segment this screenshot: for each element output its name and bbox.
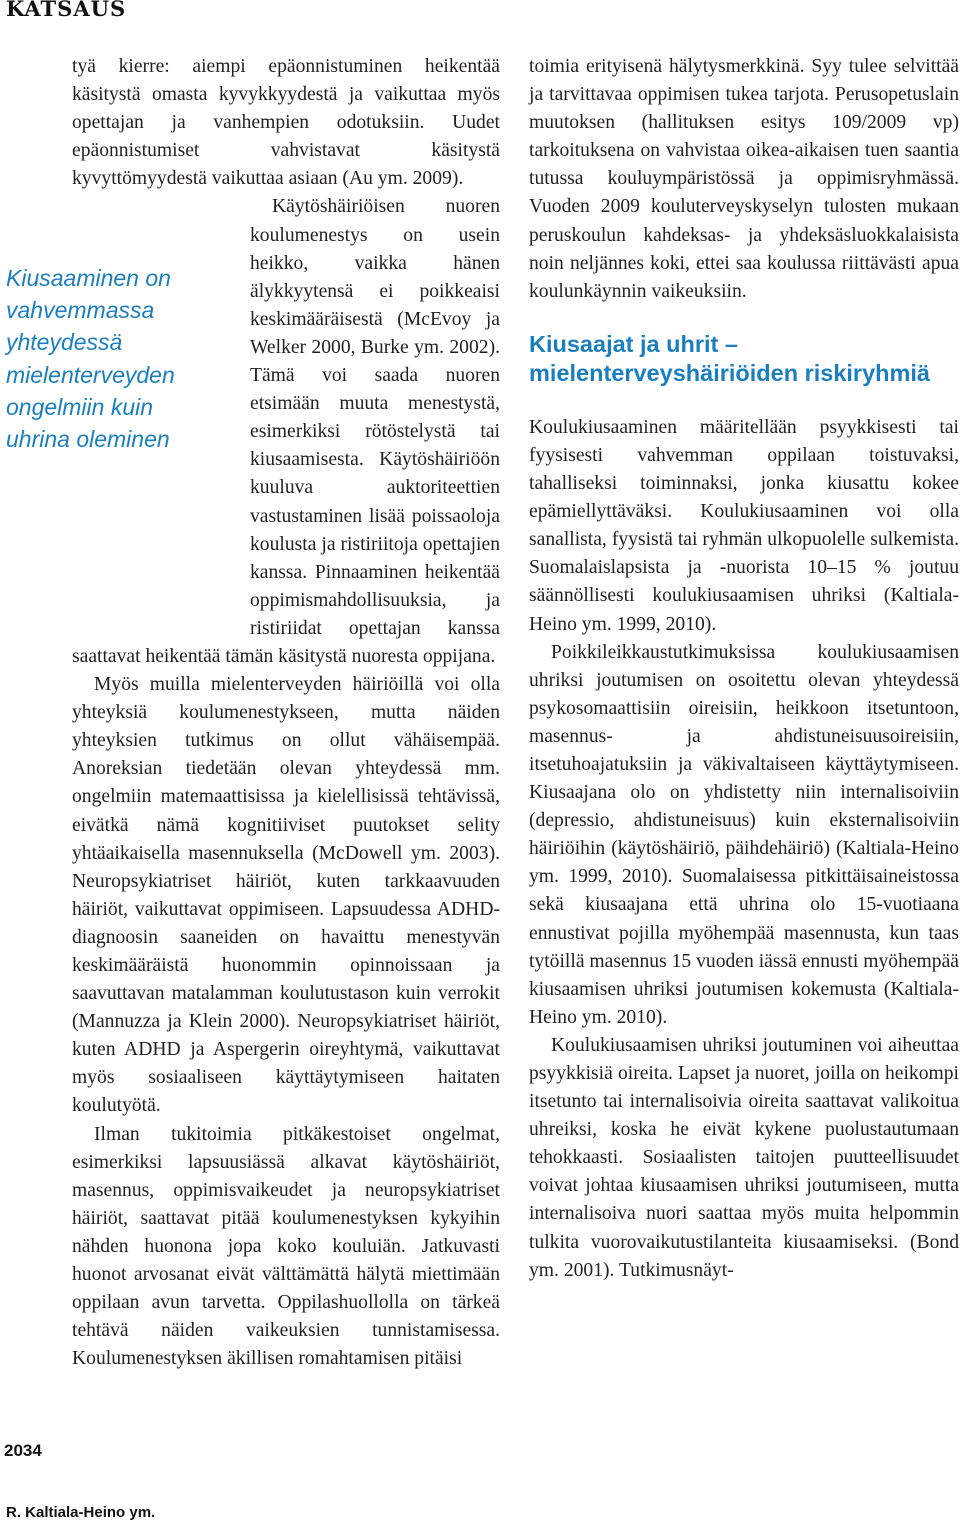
paragraph: Poikkileikkaustutkimuksissa koulukiusaamisen uhriksi joutumisen on osoitettu olevan yhteydessä psykosomaattisiin oireisiin, heikkoon itsetuntoon, masennus- ja ahdistuneisuusoireisiin, itsetuhoajatuksiin ja väkivaltaiseen käyttäytymiseen. Kiusaajana olo on yhdistetty niin internalisoiviin (depressio, ahdistuneisuus) kuin eksternalisoiviin häiriöihin (käytöshäiriö, päihdehäiriö) (Kaltiala-Heino ym. 1999, 2010). Suomalaisessa pitkittäisaineistossa sekä kiusaajana että uhrina olo 15-vuotiaana ennustivat pojilla myöhempää masennusta, kun taas tytöillä masennus 15 vuoden iässä ennusti myöhempää kiusaamisen uhriksi joutumisen kokemusta (Kaltiala-Heino ym. 2010). (529, 641, 959, 1028)
paragraph: toimia erityisenä hälytysmerkkinä. Syy tulee selvittää ja tarvittavaa oppimisen tukea tarjota. Perusopetuslain muutoksen (hallituksen esitys 109/2009 vp) tarkoituksena on vahvistaa oikea-aikaisen tuen saantia tutussa kouluympäristössä ja oppimisryhmässä. Vuoden 2009 kouluterveyskyselyn tulosten mukaan peruskoulun kahdeksas- ja yhdeksäsluokkalaisista noin neljännes koki, ettei saa koulussa riittävästi apua koulunkäynnin vaikeuksiin. (529, 56, 959, 302)
text-column-left (72, 53, 500, 1373)
page-number: 2034 (4, 1441, 42, 1460)
section-subheading: Kiusaajat ja uhrit – mielenterveyshäiriöiden riskiryhmiä (529, 330, 930, 386)
section-label: KATSAUS (6, 0, 127, 21)
paragraph: Ilman tukitoimia pitkäkestoiset ongelmat, esimerkiksi lapsuusiässä alkavat käytöshäiriöt, masennus, oppimisvaikeudet ja neuropsykiatriset häiriöt, saattavat pitää koulumenestyksen kykyihin nähden huonona jopa koko kouluiän. Jatkuvasti huonot arvosanat eivät välttämättä hälytä miettimään oppilaan avun tarvetta. Oppilashuollolla on tärkeä tehtävä näiden vaikeuksien tunnistamisessa. Koulumenestyksen äkillisen romahtamisen pitäisi (72, 1123, 500, 1370)
pull-quote: Kiusaaminen on vahvemmassa yhteydessä mielenterveyden ongelmiin kuin uhrina oleminen (6, 265, 175, 453)
pull-quote-space (70, 193, 250, 618)
paragraph: Myös muilla mielenterveyden häiriöillä voi olla yhteyksiä koulumenestykseen, mutta näiden yhteyksien tutkimus on ollut vähäisempää. Anoreksian tiedetään olevan yhteydessä mm. ongelmiin matemaattisissa ja kielellisissä tehtävissä, eivätkä nämä kognitiiviset puutokset selity yhtäaikaisella masennuksella (McDowell ym. 2003). Neuropsykiatriset häiriöt, kuten tarkkaavuuden häiriöt, vaikuttavat oppimiseen. Lapsuudessa ADHD-diagnoosin saaneiden on havaittu menestyvän keskimääräistä huonommin opinnoissaan ja saavuttavan matalamman koulutustason kuin verrokit (Mannuzza ja Klein 2000). Neuropsykiatriset häiriöt, kuten ADHD ja Aspergerin oireyhtymä, vaikuttavat myös sosiaaliseen käyttäytymiseen haitaten koulutyötä. (72, 674, 500, 1117)
footer-author: R. Kaltiala-Heino ym. (6, 1504, 156, 1521)
paragraph: Koulukiusaaminen määritellään psyykkisesti tai fyysisesti vahvemman oppilaan toistuvaksi, tahalliseksi toiminnaksi, jonka kiusattu kokee epämiellyttäväksi. Koulukiusaaminen voi olla sanallista, fyysistä tai ryhmän ulkopuolelle sulkemista. Suomalaislapsista ja -nuorista 10–15 % joutuu säännöllisesti koulukiusaamisen uhriksi (Kaltiala-Heino ym. 1999, 2010). (529, 416, 959, 635)
text-column-right (529, 53, 959, 1285)
paragraph: Käytöshäiriöisen nuoren koulumenestys on usein heikko, vaikka hänen älykkyytensä ei poikkeaisi keskimääräisestä (McEvoy ja Welker 2000, Burke ym. 2002). Tämä voi saada nuoren etsimään muuta menestystä, esimerkiksi rötöstelystä tai kiusaamisesta. Käytöshäiriöön kuuluva auktoriteettien vastustaminen lisää poissaoloja koulusta ja ristiriitoja opettajien kanssa. Pinnaaminen heikentää oppimismahdollisuuksia, ja ristiriidat opettajan kanssa saattavat heikentää tämän käsitystä nuoresta oppijana. (72, 196, 500, 667)
paragraph: tyä kierre: aiempi epäonnistuminen heikentää käsitystä omasta kyvykkyydestä ja vaikuttaa myös opettajan ja vanhempien odotuksiin. Uudet epäonnistumiset vahvistavat käsitystä kyvyttömyydestä vaikuttaa asiaan (Au ym. 2009). (72, 56, 500, 190)
paragraph: Koulukiusaamisen uhriksi joutuminen voi aiheuttaa psyykkisiä oireita. Lapset ja nuoret, joilla on heikompi itsetunto tai internalisoivia oireita saattavat valikoitua uhreiksi, koska he eivät kykene puolustautumaan tehokkaasti. Sosiaalisten taitojen puutteellisuudet voivat johtaa kiusaamisen uhriksi joutumiseen, mutta internalisoiva nuori saattaa myös muita helpommin tulkita vuorovaikutustilanteita kiusaamiseksi. (Bond ym. 2001). Tutkimusnäyt- (529, 1034, 959, 1281)
